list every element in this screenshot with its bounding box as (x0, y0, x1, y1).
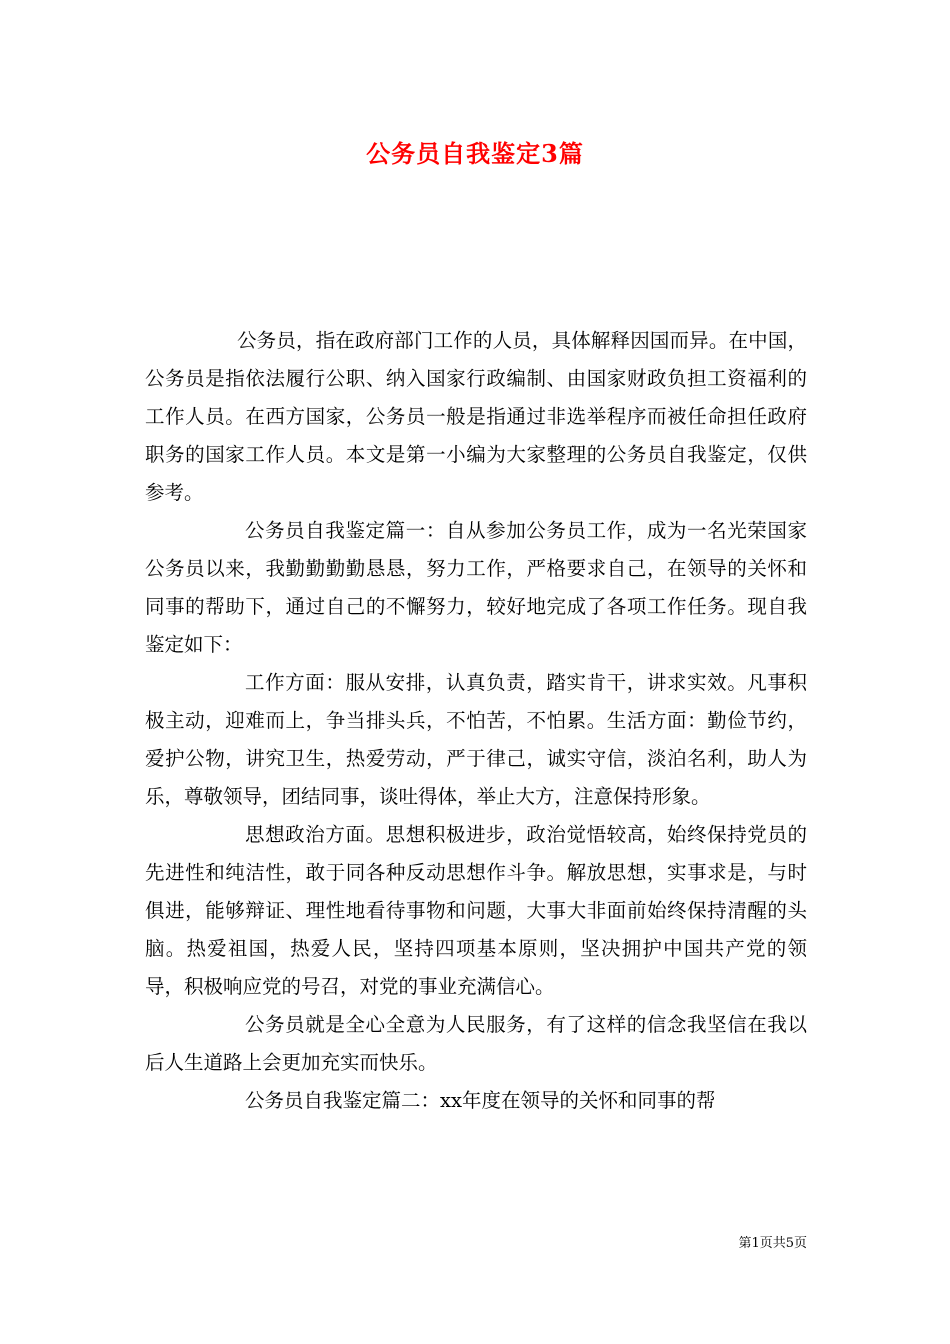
document-title: 公务员自我鉴定3篇 (366, 139, 584, 168)
paragraph-part-two: 公务员自我鉴定篇二：xx年度在领导的关怀和同事的帮 (245, 1089, 716, 1112)
paragraph-politics: 思想政治方面。思想积极进步，政治觉悟较高，始终保持党员的先进性和纯洁性，敢于同各种反动思想作斗争。解放思想，实事求是，与时俱进，能够辩证、理性地看待事物和问题，大事大非面前始终保持清醒的头脑。热爱祖国，热爱人民，坚持四项基本原则，坚决拥护中国共产党的领导，积极响应党的号召，对党的事业充满信心。 (145, 823, 807, 998)
page-number-footer: 第1页共5页 (738, 1236, 807, 1251)
paragraph-part-one: 公务员自我鉴定篇一：自从参加公务员工作，成为一名光荣国家公务员以来，我勤勤勤勤恳恳，努力工作，严格要求自己，在领导的关怀和同事的帮助下，通过自己的不懈努力，较好地完成了各项工作任务。现自我鉴定如下： (145, 519, 807, 656)
paragraph-service: 公务员就是全心全意为人民服务，有了这样的信念我坚信在我以后人生道路上会更加充实而快乐。 (145, 1013, 807, 1074)
document-body (145, 322, 807, 1120)
paragraph-work-life: 工作方面：服从安排，认真负责，踏实肯干，讲求实效。凡事积极主动，迎难而上，争当排头兵，不怕苦，不怕累。生活方面：勤俭节约，爱护公物，讲究卫生，热爱劳动，严于律己，诚实守信，淡泊名利，助人为乐，尊敬领导，团结同事，谈吐得体，举止大方，注意保持形象。 (145, 671, 807, 808)
paragraph-intro: 公务员，指在政府部门工作的人员，具体解释因国而异。在中国，公务员是指依法履行公职、纳入国家行政编制、由国家财政负担工资福利的工作人员。在西方国家，公务员一般是指通过非选举程序而被任命担任政府职务的国家工作人员。本文是第一小编为大家整理的公务员自我鉴定，仅供参考。 (145, 329, 807, 504)
